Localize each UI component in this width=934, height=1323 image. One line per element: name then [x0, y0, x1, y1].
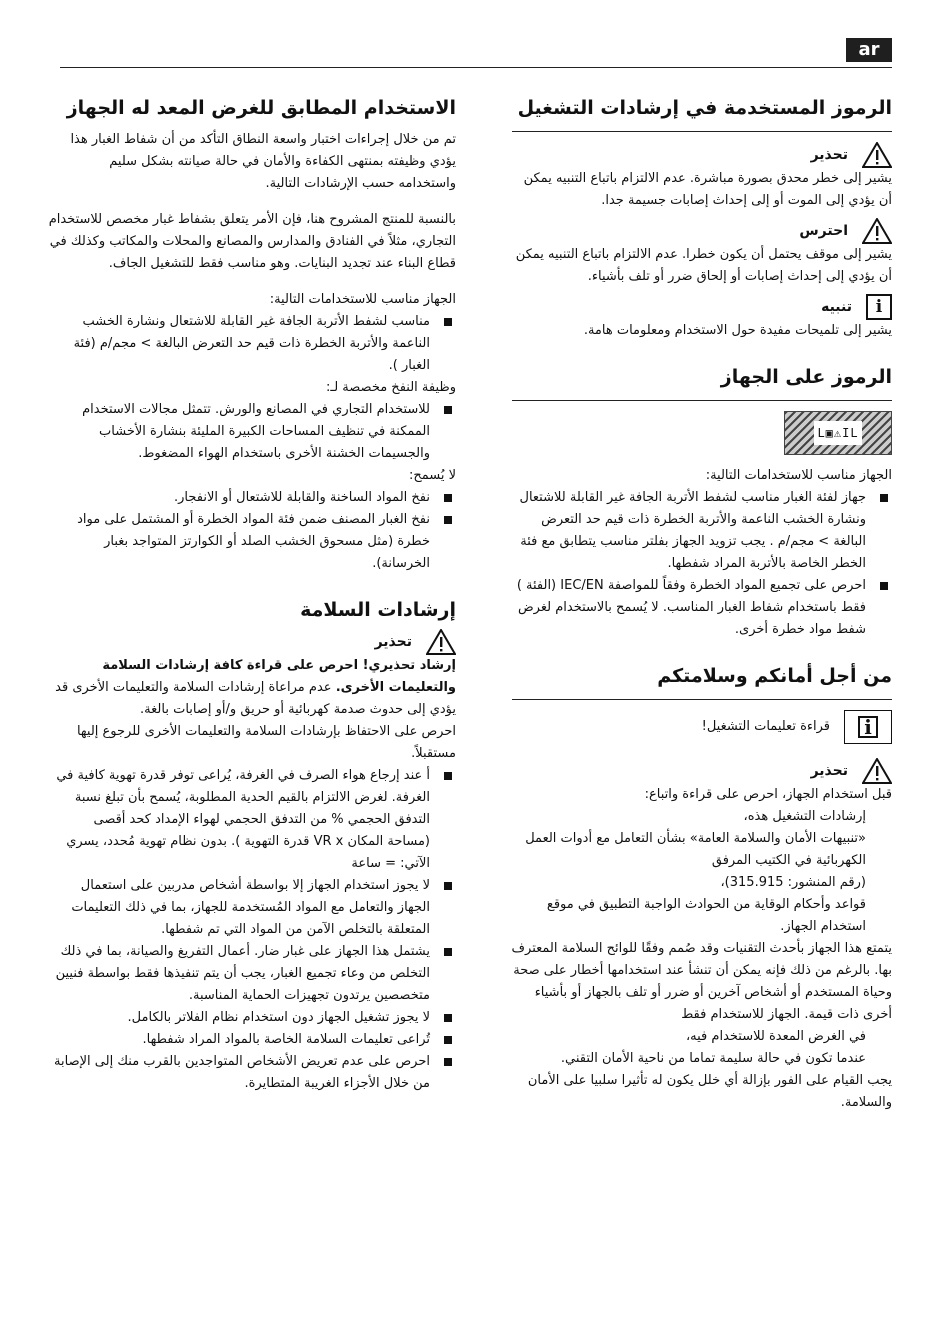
docs-list — [510, 806, 892, 938]
safety-warning-text — [48, 655, 456, 721]
section-title-symbols-manual: الرموز المستخدمة في إرشادات التشغيل — [517, 97, 892, 119]
warning-word: تحذير — [810, 763, 848, 779]
list-item: تُراعى تعليمات السلامة الخاصة بالمواد المراد شفطها. — [48, 1029, 456, 1051]
warning-word: تحذير — [810, 147, 848, 163]
caution-word: احترس — [799, 223, 848, 239]
warning2-row — [510, 758, 892, 784]
list-item: جهاز لفئة الغبار مناسب لشفط الأتربة الجافة غير القابلة للاشتعال ونشارة الخشب الناعمة والأتربة الخطرة ذات قيم حد التعرض البالغة > مجم/م . يجب تزويد الجهاز بفلتر مناسب يتطابق مع فئة الخطر الخاصة بالأتربة المراد شفطها. — [510, 487, 892, 575]
dust-class-label-plate — [784, 411, 892, 455]
uses-intro: الجهاز مناسب للاستخدامات التالية: — [705, 468, 892, 483]
safety-warning-rest: عدم مراعاة إرشادات السلامة والتعليمات الأخرى قد يؤدي إلى حدوث صدمة كهربائية أو حريق و/أو إصابات بالغة. — [55, 680, 456, 717]
left-column — [48, 95, 456, 1095]
before-use-text: قبل استخدام الجهاز، احرص على قراءة واتباع: — [644, 787, 892, 802]
list-item: أ عند إرجاع هواء الصرف في الغرفة، يُراعى توفر قدرة تهوية كافية في الغرفة. لغرض الالتزام بالقيم الحدية المطلوبة، يُسمح بأن تبلغ نسبة التدفق الحجمي % من التدفق الحجمي لهواء الإمداد كحد أقصى (مساحة المكان VR x قدرة التهوية ). بدون نظام تهوية مُحدد، يسري الآتي: = ساعة — [48, 765, 456, 875]
keep-instructions-text: احرص على الاحتفاظ بإرشادات السلامة والتعليمات الأخرى للرجوع إليها مستقبلاً. — [76, 724, 456, 761]
closing-item: في الغرض المعدة للاستخدام فيه، — [685, 1029, 866, 1044]
right-column — [510, 95, 892, 1114]
uses-intro: الجهاز مناسب للاستخدامات التالية: — [269, 292, 456, 307]
plate-text: L▣⚠IL — [814, 421, 861, 445]
warning-triangle-icon — [426, 629, 456, 655]
section-title-intended-use: الاستخدام المطابق للغرض المعد له الجهاز — [66, 97, 456, 119]
warning-row — [510, 142, 892, 168]
warning-word: تحذير — [374, 634, 412, 650]
section-title-device-symbols: الرموز على الجهاز — [720, 366, 892, 388]
not-allowed-list — [48, 487, 456, 575]
read-manual-icon: i — [844, 710, 892, 744]
caution-row — [510, 218, 892, 244]
uses-list — [510, 487, 892, 641]
header-rule — [60, 67, 892, 68]
warning-row — [48, 629, 456, 655]
not-allowed-label: لا يُسمح: — [408, 468, 456, 483]
closing-end-text: يجب القيام على الفور بإزالة أي خلل يكون له تأثيرا سلبيا على الأمان والسلامة. — [527, 1073, 892, 1110]
blow-list — [48, 399, 456, 465]
doc-item: إرشادات التشغيل هذه، — [743, 809, 866, 824]
list-item: نفخ المواد الساخنة والقابلة للاشتعال أو الانفجار. — [48, 487, 456, 509]
note-text: يشير إلى تلميحات مفيدة حول الاستخدام ومعلومات هامة. — [583, 323, 892, 338]
doc-item: «تنبيهات الأمان والسلامة العامة» بشأن التعامل مع أدوات العمل الكهربائية في الكتيب المرفق — [525, 831, 866, 868]
caution-triangle-icon — [862, 218, 892, 244]
warning-text: يشير إلى خطر محدق بصورة مباشرة. عدم الالتزام باتباع التنبيه يمكن أن يؤدي إلى الموت أو إلى إحداث إصابات جسيمة جدا. — [523, 171, 892, 208]
read-manual-text: قراءة تعليمات التشغيل! — [701, 719, 830, 734]
section-rule — [512, 400, 892, 401]
list-item: احرص على عدم تعريض الأشخاص المتواجدين بالقرب منك إلى الإصابة من خلال الأجزاء الغريبة المتطايرة. — [48, 1051, 456, 1095]
doc-item: قواعد وأحكام الوقاية من الحوادث الواجبة التطبيق في موقع استخدام الجهاز. — [546, 897, 866, 934]
intended-use-paragraph-2: بالنسبة للمنتج المشروح هنا، فإن الأمر يتعلق بشفاط غبار مخصص للاستخدام التجاري، مثلاً في الفنادق والمدارس والمصانع والمحلات والمكاتب وكذلك في قطاع البناء عند تجديد البنايات. وهو مناسب فقط للتشغيل الجاف. — [48, 212, 456, 271]
intended-use-paragraph-1: تم من خلال إجراءات اختبار واسعة النطاق التأكد من أن شفاط الغبار هذا يؤدي وظيفته بمنتهى الكفاءة والأمان في حالة صيانته بشكل سليم واستخدامه حسب الإرشادات التالية. — [70, 132, 456, 191]
safety-list — [48, 765, 456, 1095]
section-rule — [512, 699, 892, 700]
section-title-safety: من أجل أمانكم وسلامتكم — [657, 665, 892, 687]
warning-triangle-icon — [862, 758, 892, 784]
list-item: مناسب لشفط الأتربة الجافة غير القابلة للاشتعال ونشارة الخشب الناعمة والأتربة الخطرة ذات قيم حد التعرض البالغة > مجم/م (فئة الغبار ). — [48, 311, 456, 377]
caution-text: يشير إلى موقف يحتمل أن يكون خطرا. عدم الالتزام باتباع التنبيه يمكن أن يؤدي إلى إحداث إصابات أو إلحاق ضرر أو تلف بأشياء. — [515, 247, 892, 284]
list-item: احرص على تجميع المواد الخطرة وفقاً للمواصفة IEC/EN (الفئة ) فقط باستخدام شفاط الغبار المناسب. لا يُسمح بالاستخدام لغرض شفط مواد خطرة أخرى. — [510, 575, 892, 641]
closing-text: يتمتع هذا الجهاز بأحدث التقنيات وقد صُمم وفقًا للوائح السلامة المعترف بها. بالرغم من ذلك فإنه يمكن أن تنشأ عند استخدامها أخطار على صحة وحياة المستخدم أو أشخاص آخرين أو ضرر أو تلف بالجهاز أو بأشياء أخرى ذات قيمة. الجهاز للاستخدام فقط — [511, 941, 892, 1022]
doc-item: (رقم المنشور: 315.915)، — [720, 875, 866, 890]
warning-triangle-icon — [862, 142, 892, 168]
blow-function-label: وظيفة النفخ مخصصة لـ: — [326, 380, 456, 395]
info-icon: i — [866, 294, 892, 320]
note-word: تنبيه — [821, 299, 852, 315]
uses-list — [48, 311, 456, 377]
list-item: يشتمل هذا الجهاز على غبار ضار. أعمال التفريغ والصيانة، بما في ذلك التخلص من وعاء تجميع الغبار، يجب أن يتم تنفيذها فقط بواسطة فنيين متخصصين يرتدون تجهيزات الحماية المناسبة. — [48, 941, 456, 1007]
list-item: لا يجوز تشغيل الجهاز دون استخدام نظام الفلاتر بالكامل. — [48, 1007, 456, 1029]
language-tab: ar — [846, 38, 892, 62]
list-item: للاستخدام التجاري في المصانع والورش. تتمثل مجالات الاستخدام الممكنة في تنظيف المساحات الكبيرة المليئة بنشارة الأخشاب والجسيمات الخشنة الأخرى باستخدام الهواء المضغوط. — [48, 399, 456, 465]
section-rule — [512, 131, 892, 132]
closing-list — [510, 1026, 892, 1070]
safety-warning-bold: إرشاد تحذيري! احرص على قراءة كافة إرشادات السلامة والتعليمات الأخرى. — [102, 658, 456, 695]
list-item: لا يجوز استخدام الجهاز إلا بواسطة أشخاص مدربين على استعمال الجهاز والتعامل مع المواد المُستخدمة للجهاز، بما في ذلك التعليمات المتعلقة بالتخلص الآمن من المواد التي تم شفطها. — [48, 875, 456, 941]
read-manual-row — [510, 710, 892, 744]
closing-item: عندما تكون في حالة سليمة تماما من ناحية الأمان التقني. — [560, 1051, 866, 1066]
note-row — [510, 294, 892, 320]
list-item: نفخ الغبار المصنف ضمن فئة المواد الخطرة أو المشتمل على مواد خطرة (مثل مسحوق الخشب الصلد أو الكوارتز المتواجد بغبار الخرسانة). — [48, 509, 456, 575]
section-title-safety-instructions: إرشادات السلامة — [300, 599, 456, 621]
